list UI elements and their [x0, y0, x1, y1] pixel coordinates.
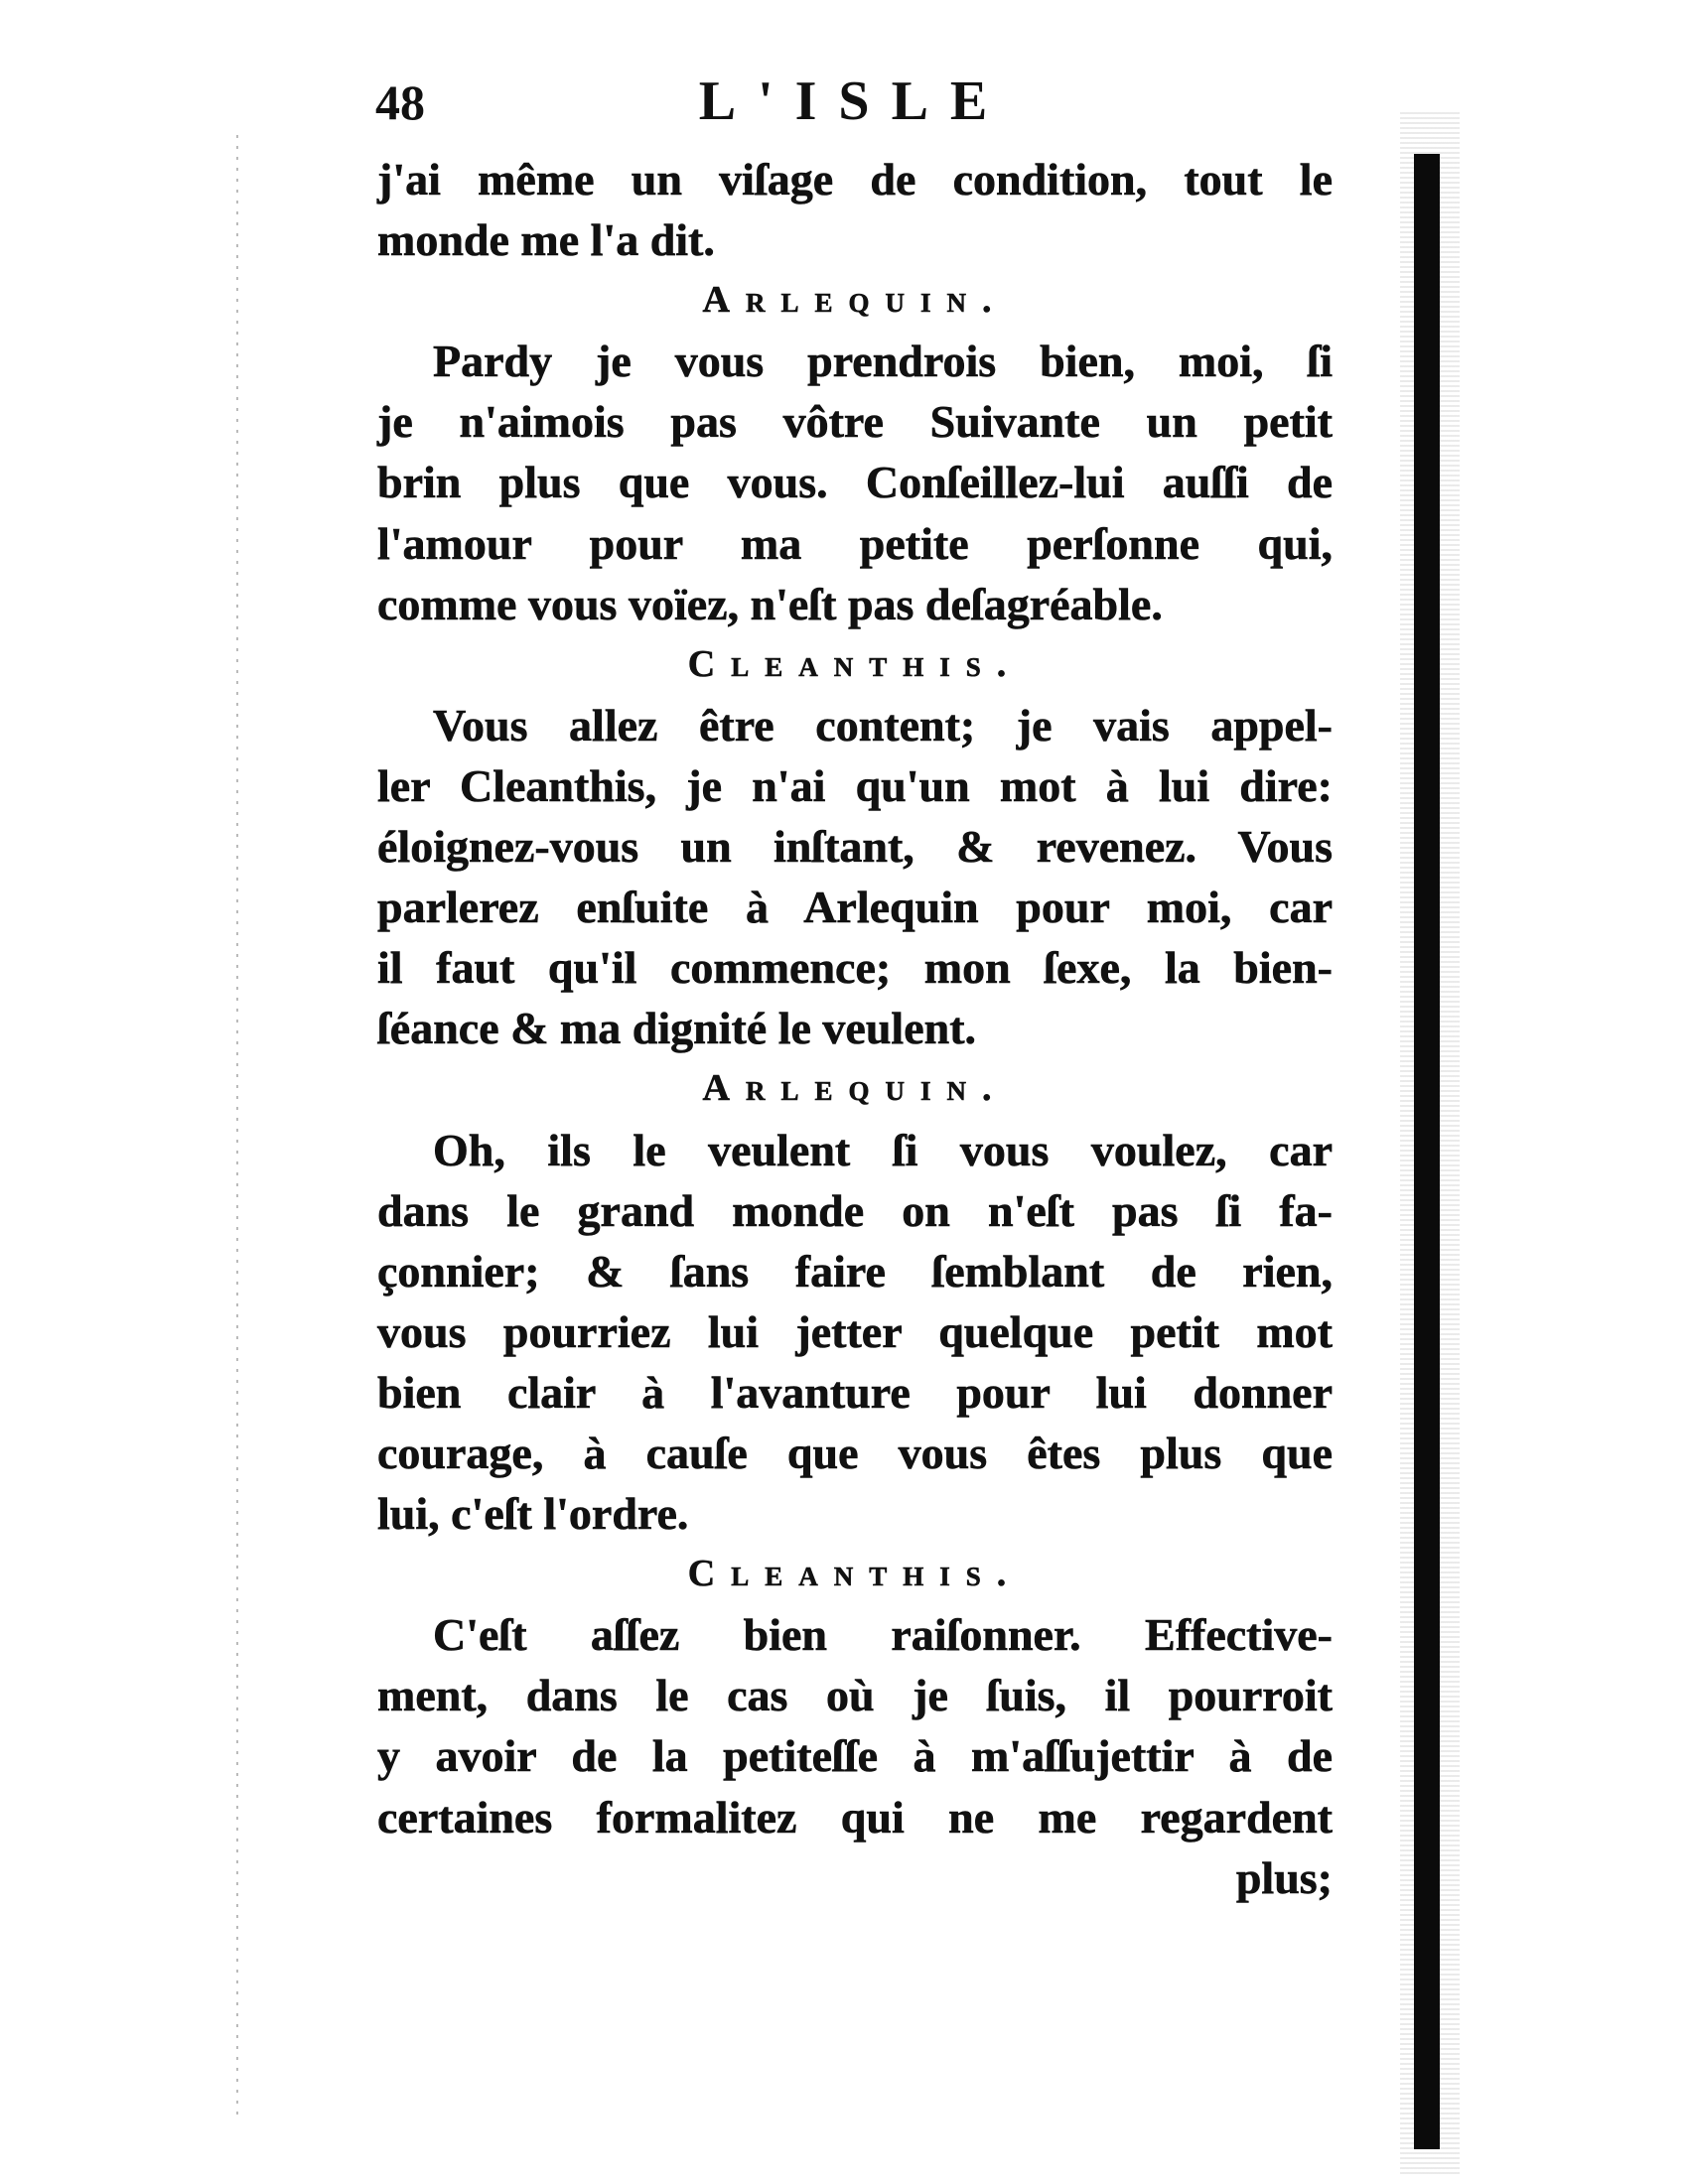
running-title: L'ISLE — [698, 70, 1010, 132]
text-line: je n'aimois pas vôtre Suivante un petit — [377, 396, 1333, 448]
text-line: j'ai même un viſage de condition, tout le — [377, 154, 1333, 205]
catchword: plus; — [1235, 1851, 1333, 1903]
text-line: Pardy je vous prendrois bien, moi, ſi — [433, 336, 1333, 387]
page-body — [377, 149, 1333, 1908]
text-line: parlerez enſuite à Arlequin pour moi, car — [377, 882, 1333, 933]
text-line: il faut qu'il commence; mon ſexe, la bien- — [377, 942, 1333, 994]
text-line: Vous allez être content; je vais appel- — [433, 699, 1333, 751]
text-line: y avoir de la petiteſſe à m'aſſujettir à de — [377, 1730, 1333, 1782]
text-line: çonnier; & ſans faire ſemblant de rien, — [377, 1245, 1333, 1297]
text-line: l'amour pour ma petite perſonne qui, — [377, 517, 1333, 569]
text-line: vous pourriez lui jetter quelque petit mot — [377, 1305, 1333, 1357]
text-line: lui, c'eſt l'ordre. — [377, 1488, 689, 1540]
text-line: dans le grand monde on n'eſt pas ſi fa- — [377, 1184, 1333, 1236]
speaker-name: Arlequin. — [702, 1067, 1008, 1110]
text-line: ler Cleanthis, je n'ai qu'un mot à lui dire: — [377, 759, 1333, 811]
speaker-name: Arlequin. — [702, 279, 1008, 322]
text-line: comme vous voïez, n'eſt pas deſagréable. — [377, 578, 1163, 629]
page-number: 48 — [375, 74, 425, 130]
text-line: courage, à cauſe que vous êtes plus que — [377, 1427, 1333, 1478]
text-line: ment, dans le cas où je ſuis, il pourroit — [377, 1670, 1333, 1721]
binding-edge — [1414, 154, 1440, 2149]
text-line: éloignez-vous un inſtant, & revenez. Vous — [377, 821, 1333, 873]
text-line: Oh, ils le veulent ſi vous voulez, car — [433, 1124, 1333, 1175]
text-line: bien clair à l'avanture pour lui donner — [377, 1366, 1333, 1418]
page-gutter-shadow — [236, 129, 238, 2115]
speaker-name: Cleanthis. — [687, 1553, 1023, 1595]
text-line: ſéance & ma dignité le veulent. — [377, 1003, 977, 1054]
text-line: brin plus que vous. Conſeillez-lui auſſi de — [377, 457, 1333, 508]
speaker-name: Cleanthis. — [687, 642, 1023, 685]
text-line: certaines formalitez qui ne me regardent — [377, 1791, 1333, 1843]
text-line: monde me l'a dit. — [377, 214, 715, 266]
text-line: C'eſt aſſez bien raiſonner. Effective- — [433, 1609, 1333, 1661]
